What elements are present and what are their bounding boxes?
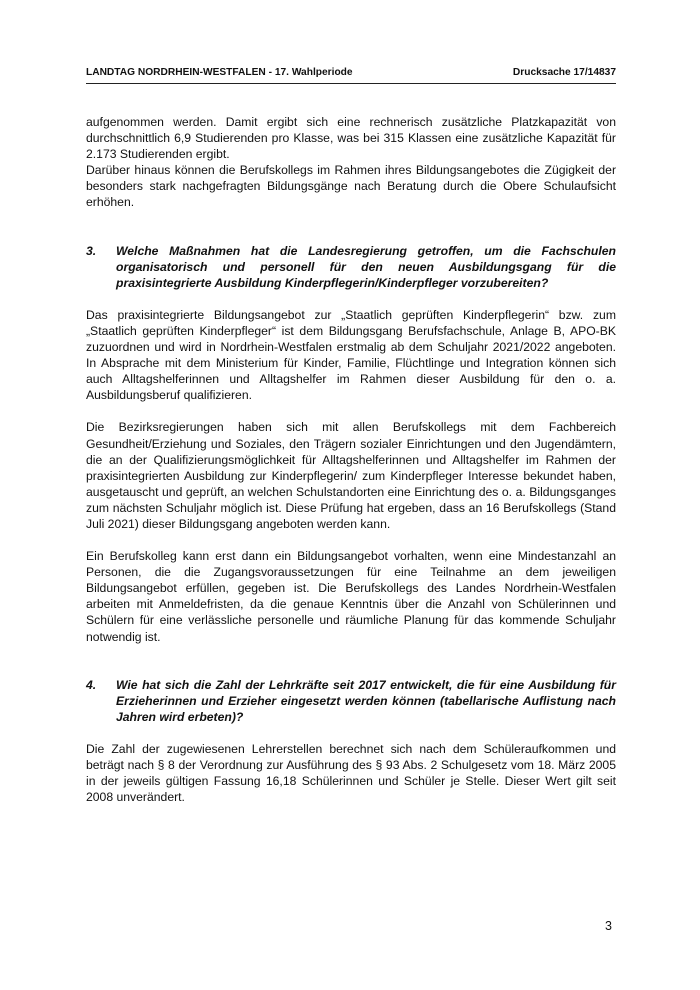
question-4: [86, 677, 616, 725]
page-number: 3: [605, 919, 612, 933]
question-3-text: Welche Maßnahmen hat die Landesregierung getroffen, um die Fachschulen organisatorisch und personell für den neuen Ausbildungsgang für die praxisintegrierte Ausbildung Kinderpflegerin/Kinderpfleger vorzubereiten?: [116, 243, 616, 290]
header-divider: [86, 83, 616, 84]
intro-paragraph-1: aufgenommen werden. Damit ergibt sich eine rechnerisch zusätzliche Platzkapazität von durchschnittlich 6,9 Studierenden pro Klasse, was bei 315 Klassen eine zusätzliche Kapazität für 2.173 Studierenden ergibt.: [86, 115, 616, 162]
answer-4-paragraph-1: Die Zahl der zugewiesenen Lehrerstellen berechnet sich nach dem Schüleraufkommen und beträgt nach § 8 der Verordnung zur Ausführung des § 93 Abs. 2 Schulgesetz vom 18. März 2005 in der jeweils gültigen Fassung 16,18 Schülerinnen und Schüler je Stelle. Dieser Wert gilt seit 2008 unverändert.: [86, 741, 616, 805]
answer-3-paragraph-1: Das praxisintegrierte Bildungsangebot zur „Staatlich geprüften Kinderpflegerin“ bzw. zum „Staatlich geprüften Kinderpfleger“ ist dem Bildungsgang Berufsfachschule, Anlage B, APO-BK zuzuordnen und wird in Nordrhein-Westfalen erstmalig ab dem Schuljahr 2021/2022 angeboten. In Absprache mit dem Ministerium für Kinder, Familie, Flüchtlinge und Integration können sich auch Alltagshelferinnen und Alltagshelfer im Rahmen dieser Ausbildung für den o. a. Ausbildungsberuf qualifizieren.: [86, 307, 616, 403]
page-header: [86, 67, 616, 78]
answer-3-paragraph-3: Ein Berufskolleg kann erst dann ein Bildungsangebot vorhalten, wenn eine Mindestanzahl an Personen, die die Zugangsvoraussetzungen für eine Teilnahme an dem jeweiligen Bildungsangebot erfüllen, gegeben ist. Die Berufskollegs des Landes Nordrhein-Westfalen arbeiten mit Anmeldefristen, da die genaue Kenntnis über die Anzahl von Schülerinnen und Schülern für eine verlässliche personelle und räumliche Planung für das kommende Schuljahr notwendig ist.: [86, 549, 616, 644]
question-4-number: 4.: [86, 677, 97, 692]
document-body: [86, 114, 616, 805]
question-4-text: Wie hat sich die Zahl der Lehrkräfte seit 2017 entwickelt, die für eine Ausbildung für Erzieherinnen und Erzieher eingesetzt werden können (tabellarische Auflistung nach Jahren wird erbeten)?: [116, 677, 616, 724]
question-3-number: 3.: [86, 243, 97, 258]
answer-3-paragraph-2: Die Bezirksregierungen haben sich mit allen Berufskollegs mit dem Fachbereich Gesundheit/Erziehung und Soziales, den Trägern sozialer Einrichtungen und den Jugendämtern, die an der Qualifizierungsmöglichkeit für Alltagshelferinnen und Alltagshelfer im Rahmen der praxisintegrierten Ausbildung zur Kinderpflegerin/ zum Kinderpfleger Interesse bekundet haben, ausgetauscht und geprüft, an welchen Schulstandorten eine Einrichtung des o. a. Bildungsganges zum nächsten Schuljahr möglich ist. Diese Prüfung hat ergeben, dass an 16 Berufskollegs (Stand Juli 2021) dieser Bildungsgang angeboten werden kann.: [86, 420, 616, 531]
question-3: [86, 243, 616, 291]
intro-paragraph-2: Darüber hinaus können die Berufskollegs im Rahmen ihres Bildungsangebotes die Zügigkeit der besonders stark nachgefragten Bildungsgänge nach Beratung durch die Obere Schulaufsicht erhöhen.: [86, 163, 616, 210]
header-title: LANDTAG NORDRHEIN-WESTFALEN - 17. Wahlperiode: [86, 67, 353, 78]
document-number: Drucksache 17/14837: [512, 67, 616, 78]
